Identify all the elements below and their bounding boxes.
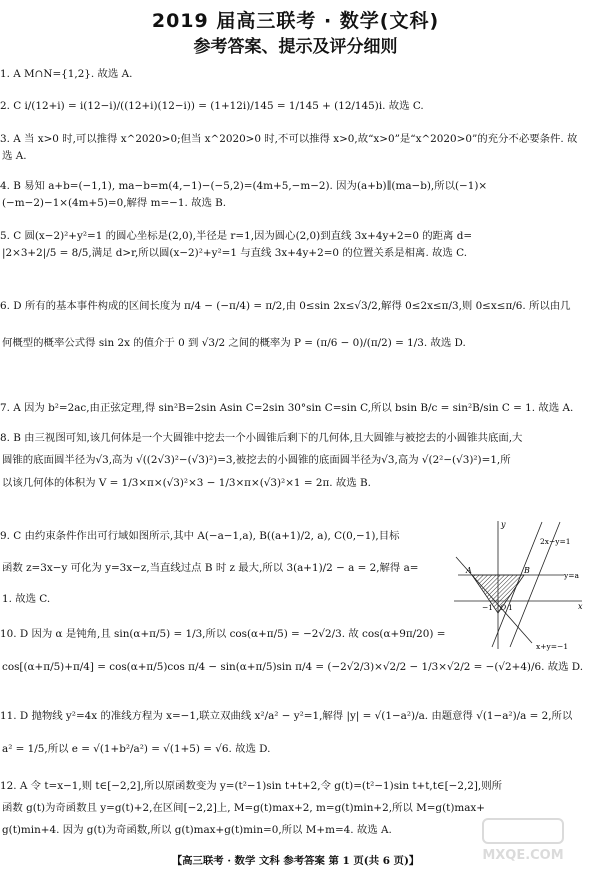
answer-line: 何概型的概率公式得 sin 2x 的值介于 0 到 √3/2 之间的概率为 P = (π/6 − 0)/(π/2) = 1/3. 故选 D. <box>2 337 466 349</box>
answer-3 <box>0 131 588 165</box>
answer-line: 9. C 由约束条件作出可行域如图所示,其中 A(−a−1,a), B((a+1)/2, a), C(0,−1),目标 <box>0 530 400 542</box>
line2-label: y=a <box>564 571 579 580</box>
answer-line: 函数 g(t)为奇函数且 y=g(t)+2,在区间[−2,2]上, M=g(t)max+2, m=g(t)min+2,所以 M=g(t)max+ <box>2 802 485 814</box>
tick-1-label: 1 <box>508 603 513 612</box>
answer-6 <box>0 298 588 352</box>
answer-line: 1. A M∩N={1,2}. 故选 A. <box>0 68 133 80</box>
x-axis-label: x <box>578 602 583 611</box>
line3-label: x+y=−1 <box>536 642 569 651</box>
tick-neg1-label: −1 <box>482 603 494 612</box>
feasible-region <box>472 575 524 613</box>
answer-line: (−m−2)−1×(4m+5)=0,解得 m=−1. 故选 B. <box>2 197 227 209</box>
answer-line: a² = 1/5,所以 e = √(1+b²/a²) = √(1+5) = √6. 故选 D. <box>2 743 271 755</box>
answer-2 <box>0 98 588 115</box>
origin-label: O <box>500 603 507 612</box>
page-subtitle: 参考答案、提示及评分细则 <box>193 37 398 57</box>
answer-line: 10. D 因为 α 是钝角,且 sin(α+π/5) = 1/3,所以 cos(α+π/5) = −2√2/3. 故 cos(α+9π/20) = <box>0 628 446 640</box>
answer-line: 11. D 抛物线 y²=4x 的准线方程为 x=−1,联立双曲线 x²/a² − y²=1,解得 |y| = √(1−a²)/a. 由题意得 √(1−a²)/a = 2,所以 <box>0 710 573 722</box>
answer-9 <box>0 528 448 608</box>
page-footer: 【高三联考 · 数学 文科 参考答案 第 1 页(共 6 页)】 <box>171 855 420 867</box>
answer-line: 2. C i/(12+i) = i(12−i)/((12+i)(12−i)) = (1+12i)/145 = 1/145 + (12/145)i. 故选 C. <box>0 100 424 112</box>
answer-line: 4. B 易知 a+b=(−1,1), ma−b=m(4,−1)−(−5,2)=(4m+5,−m−2). 因为(a+b)∥(ma−b),所以(−1)× <box>0 180 488 192</box>
answer-line: 圆锥的底面圆半径为√3,高为 √((2√3)²−(√3)²)=3,被挖去的小圆锥的底面圆半径为√3,高为 √(2²−(√3)²)=1,所 <box>2 454 511 466</box>
answer-line: 5. C 圆(x−2)²+y²=1 的圆心坐标是(2,0),半径是 r=1,因为圆心(2,0)到直线 3x+4y+2=0 的距离 d= <box>0 230 473 242</box>
line1-label: 2x−y=1 <box>540 537 571 546</box>
answer-line: 6. D 所有的基本事件构成的区间长度为 π/4 − (−π/4) = π/2,由 0≤sin 2x≤√3/2,解得 0≤2x≤π/3,则 0≤x≤π/6. 所以由几 <box>0 300 571 312</box>
y-axis-label: y <box>501 520 506 529</box>
answer-line: 1. 故选 C. <box>2 593 51 605</box>
watermark-logo <box>463 815 583 865</box>
answer-line: 以该几何体的体积为 V = 1/3×π×(√3)²×3 − 1/3×π×(√3)²×1 = 2π. 故选 B. <box>2 477 371 489</box>
answer-line: cos[(α+π/5)+π/4] = cos(α+π/5)cos π/4 − sin(α+π/5)sin π/4 = (−2√2/3)×√2/2 − 1/3×√2/2 = −(√2+4)/6. 故选 D. <box>2 661 584 673</box>
answer-1 <box>0 66 588 83</box>
answer-line: 8. B 由三视图可知,该几何体是一个大圆锥中挖去一个小圆锥后剩下的几何体,且大圆锥与被挖去的小圆锥共底面,大 <box>0 432 523 444</box>
answer-line: 12. A 令 t=x−1,则 t∈[−2,2],所以原函数变为 y=(t²−1)sin t+t+2,令 g(t)=(t²−1)sin t+t,t∈[−2,2],则所 <box>0 780 502 792</box>
answer-line: 选 A. <box>2 150 27 162</box>
watermark-text: MXQE.COM <box>482 848 564 863</box>
answer-11 <box>0 708 588 758</box>
answer-line: |2×3+2|/5 = 8/5,满足 d>r,所以圆(x−2)²+y²=1 与直线 3x+4y+2=0 的位置关系是相离. 故选 C. <box>2 247 468 259</box>
point-b-label: B <box>524 566 530 575</box>
point-a-label: A <box>466 566 472 575</box>
answer-line: 7. A 因为 b²=2ac,由正弦定理,得 sin²B=2sin Asin C=2sin 30°sin C=sin C,所以 bsin B/c = sin²B/sin C = 1. 故选 A. <box>0 402 574 414</box>
answer-4 <box>0 178 588 212</box>
answer-10 <box>0 626 588 676</box>
answer-line: 3. A 当 x>0 时,可以推得 x^2020>0;但当 x^2020>0 时,不可以推得 x>0,故“x>0”是“x^2020>0”的充分不必要条件. 故 <box>0 133 578 145</box>
page-title: 2019 届高三联考 · 数学(文科) <box>151 10 440 32</box>
answer-7 <box>0 400 588 417</box>
answer-line: g(t)min+4. 因为 g(t)为奇函数,所以 g(t)max+g(t)min=0,所以 M+m=4. 故选 A. <box>2 824 392 836</box>
answer-5 <box>0 228 588 262</box>
answer-8 <box>0 430 588 492</box>
answer-line: 函数 z=3x−y 可化为 y=3x−z,当直线过点 B 时 z 最大,所以 3(a+1)/2 − a = 2,解得 a= <box>2 562 419 574</box>
